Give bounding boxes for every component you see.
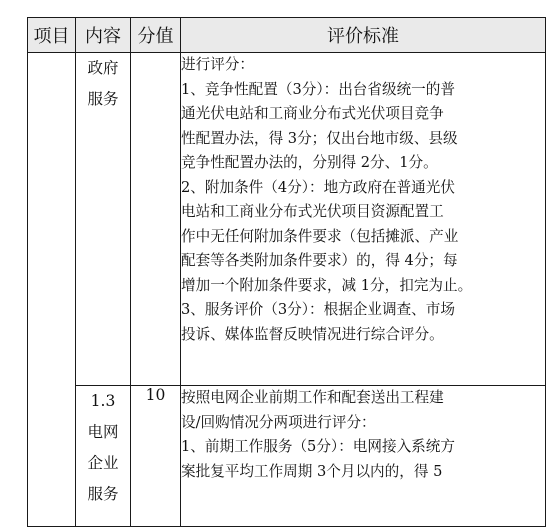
content-cell bbox=[76, 53, 131, 386]
criteria-line: 1、竞争性配置（3分）：出台省级统一的普 bbox=[181, 80, 455, 98]
criteria-line: 案批复平均工作周期 3个月以内的，得 5 bbox=[181, 462, 443, 480]
header-project: 项目 bbox=[28, 18, 76, 53]
table-row bbox=[28, 386, 546, 527]
content-line: 服务 bbox=[87, 90, 119, 108]
content-line: 1.3 bbox=[90, 392, 116, 410]
content-line: 电网 bbox=[87, 423, 119, 441]
criteria-cell bbox=[181, 386, 546, 527]
criteria-cell bbox=[181, 53, 546, 386]
criteria-line: 电站和工商业分布式光伏项目资源配置工 bbox=[181, 203, 444, 220]
criteria-line: 设/回购情况分两项进行评分： bbox=[181, 413, 376, 431]
criteria-line: 竞争性配置办法的，分别得 2分、1分。 bbox=[181, 154, 438, 171]
criteria-line: 性配置办法，得 3分；仅出台地市级、县级 bbox=[181, 129, 458, 147]
project-cell bbox=[28, 53, 76, 527]
criteria-line: 2、附加条件（4分）：地方政府在普通光伏 bbox=[181, 178, 455, 196]
evaluation-table bbox=[27, 17, 546, 527]
content-line: 服务 bbox=[87, 485, 119, 503]
score-cell: 10 bbox=[131, 386, 181, 527]
header-criteria: 评价标准 bbox=[181, 18, 546, 53]
criteria-line: 配套等各类附加条件要求）的，得 4分；每 bbox=[181, 252, 458, 269]
criteria-line: 增加一个附加条件要求，减 1分，扣完为止。 bbox=[181, 276, 473, 294]
criteria-line: 进行评分： bbox=[181, 56, 254, 73]
content-line: 政府 bbox=[87, 59, 119, 77]
score-cell bbox=[131, 53, 181, 386]
header-score: 分值 bbox=[131, 18, 181, 53]
criteria-line: 投诉、媒体监督反映情况进行综合评分。 bbox=[181, 325, 444, 343]
criteria-line: 通光伏电站和工商业分布式光伏项目竞争 bbox=[181, 105, 444, 122]
criteria-line: 3、服务评价（3分）：根据企业调查、市场 bbox=[181, 301, 455, 318]
content-line: 企业 bbox=[87, 454, 119, 472]
header-row bbox=[28, 18, 546, 53]
criteria-line: 1、前期工作服务（5分）：电网接入系统方 bbox=[181, 438, 455, 455]
criteria-line: 作中无任何附加条件要求（包括摊派、产业 bbox=[181, 227, 459, 245]
header-content: 内容 bbox=[76, 18, 131, 53]
content-cell bbox=[76, 386, 131, 527]
table-row bbox=[28, 53, 546, 386]
criteria-line: 按照电网企业前期工作和配套送出工程建 bbox=[181, 389, 444, 406]
